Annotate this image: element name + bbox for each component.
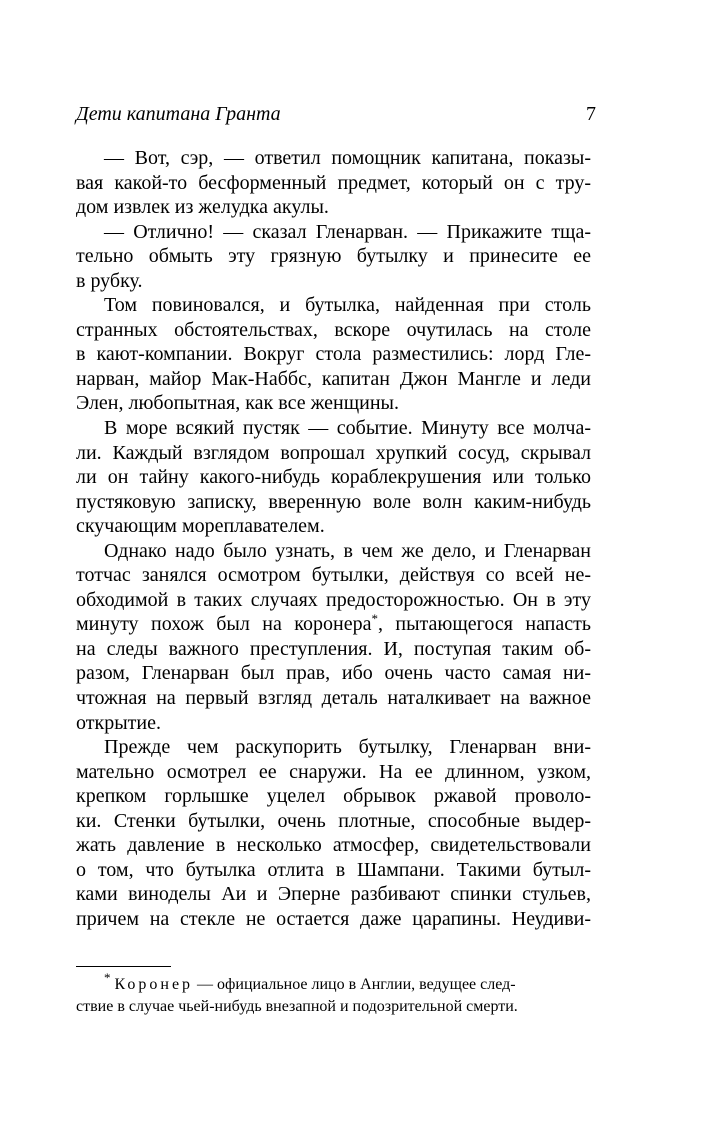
text-line: в рубку. xyxy=(76,269,143,292)
paragraph xyxy=(76,416,591,539)
running-title: Дети капитана Гранта xyxy=(76,103,281,125)
footnote-marker: * xyxy=(104,970,111,985)
text-line: на следы важного преступления. И, поступая таким об- xyxy=(76,637,591,660)
text-line: тельно обмыть эту грязную бутылку и принесите ее xyxy=(76,245,591,268)
text-line: мательно осмотрел ее снаружи. На ее длинном, узком, xyxy=(76,760,591,783)
text-line: ли. Каждый взглядом вопрошал хрупкий сосуд, скрывал xyxy=(76,441,591,464)
running-head xyxy=(76,100,596,128)
footnote-line xyxy=(76,970,591,996)
paragraph xyxy=(76,146,591,220)
text-line: разом, Гленарван был прав, ибо очень часто самая ни- xyxy=(76,662,591,685)
page-number: 7 xyxy=(586,103,596,125)
paragraph xyxy=(76,539,591,735)
text-line: чтожная на первый взгляд деталь наталкивает на важное xyxy=(76,687,591,710)
text-line: — Вот, сэр, — ответил помощник капитана, показы- xyxy=(104,147,591,169)
text-line-with-footnote xyxy=(76,612,591,637)
text-line: ками виноделы Аи и Эперне разбивают спинки стульев, xyxy=(76,883,591,906)
text-line: Однако надо было узнать, в чем же дело, и Гленарван xyxy=(104,539,591,562)
text-line: скучающим мореплавателем. xyxy=(76,515,325,538)
text-line: — Отлично! — сказал Гленарван. — Прикажите тща- xyxy=(104,220,591,243)
text-line: обходимой в таких случаях предосторожностью. Он в эту xyxy=(76,588,591,611)
text-line: причем на стекле не остается даже царапины. Неудиви- xyxy=(76,907,591,930)
text-line: пустяковую записку, вверенную воле волн каким-нибудь xyxy=(76,490,591,513)
text-line: В море всякий пустяк — событие. Минуту все молча- xyxy=(104,417,591,440)
text-line: тотчас занялся осмотром бутылки, действуя со всей не- xyxy=(76,564,591,587)
text-line: крепком горлышке уцелел обрывок ржавой проволо- xyxy=(76,785,591,808)
text-line: ли он тайну какого-нибудь кораблекрушения или только xyxy=(76,466,591,489)
text-line: дом извлек из желудка акулы. xyxy=(76,196,329,219)
text-line: нарван, майор Мак-Наббс, капитан Джон Мангле и леди xyxy=(76,367,591,390)
footnote-divider xyxy=(76,966,171,967)
footnote xyxy=(76,970,591,1018)
text-fragment: минуту похож был на коронера xyxy=(76,613,372,636)
text-line: о том, что бутылка отлита в Шампани. Такими бутыл- xyxy=(76,858,591,881)
body-text xyxy=(76,146,591,932)
footnote-line: ствие в случае чьей-нибудь внезапной и подозрительной смерти. xyxy=(76,998,518,1015)
footnote-term: Коронер xyxy=(114,976,194,993)
text-line: Том повиновался, и бутылка, найденная при столь xyxy=(104,294,591,317)
text-line: Прежде чем раскупорить бутылку, Гленарван вни- xyxy=(104,736,591,759)
footnote-text: — официальное лицо в Англии, ведущее след- xyxy=(193,976,516,993)
text-line: странных обстоятельствах, вскоре очутилась на столе xyxy=(76,318,591,341)
text-line: вая какой-то бесформенный предмет, который он с тру- xyxy=(76,171,591,194)
paragraph xyxy=(76,220,591,294)
text-line: ки. Стенки бутылки, очень плотные, способные выдер- xyxy=(76,809,591,832)
footnote-reference: * xyxy=(371,611,378,627)
text-fragment: , пытающегося напасть xyxy=(377,613,591,636)
paragraph xyxy=(76,735,591,931)
text-line: жать давление в несколько атмосфер, свидетельствовали xyxy=(76,834,591,857)
paragraph xyxy=(76,293,591,416)
text-line: Элен, любопытная, как все женщины. xyxy=(76,392,399,415)
text-line: в кают-компании. Вокруг стола разместились: лорд Гле- xyxy=(76,343,591,366)
text-line: открытие. xyxy=(76,711,161,734)
